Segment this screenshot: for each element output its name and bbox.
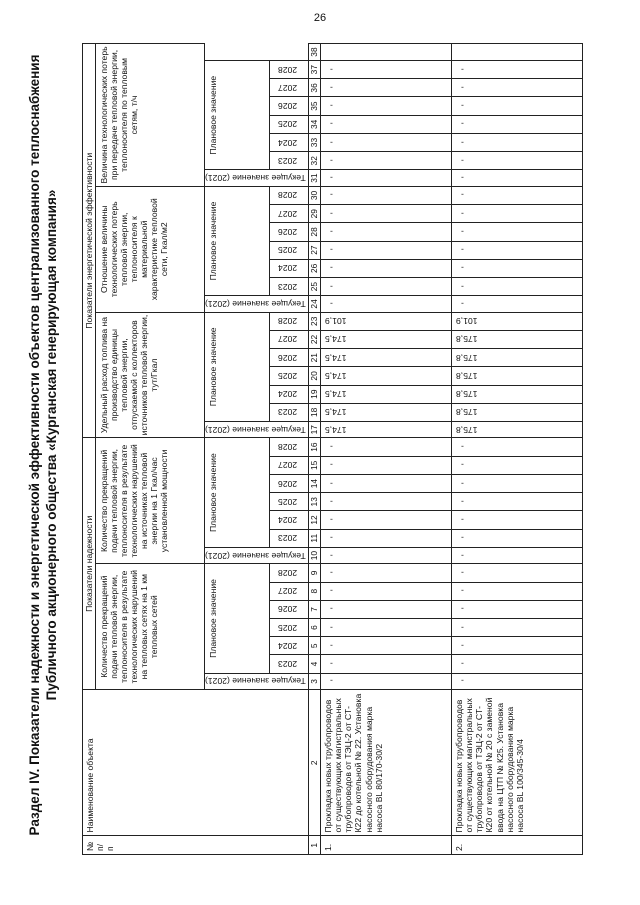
header-current-label: Текущее значение (2021) [205,298,306,309]
header-no: № п/п [83,836,309,855]
header-year [269,330,308,348]
value-text: - [329,208,333,219]
value-cell [451,655,582,673]
year-label: 2027 [278,460,298,471]
header-year [269,493,308,511]
value-cell [320,79,451,97]
header-year [269,564,308,582]
value-cell [451,205,582,223]
value-cell [320,367,451,385]
value-text: - [329,659,333,670]
header-year [269,115,308,133]
value-cell [320,97,451,115]
value-cell [320,421,451,437]
value-cell [320,277,451,295]
column-number: 23 [308,312,320,330]
column-number: 33 [308,133,320,151]
column-number: 34 [308,115,320,133]
header-year [269,259,308,277]
value-text: 174,5 [324,370,347,381]
header-year [269,655,308,673]
column-number: 3 [308,673,320,689]
header-name: Наименование объекта [83,690,309,836]
column-number: 25 [308,277,320,295]
row-number: 2. [451,836,582,855]
section-title [26,15,60,875]
value-cell [320,259,451,277]
header-year [269,277,308,295]
value-text: - [460,173,464,184]
header-year [269,385,308,403]
header-year [269,186,308,204]
value-text: - [460,137,464,148]
object-name: Прокладка новых трубопроводов от существующих магистральных трубопроводов от ТЭЦ-2 от СТ-К22 до котельной № 22. Установка насосного оборудования марка насоса BL 80/170-30/2 [320,690,451,836]
value-text: - [329,82,333,93]
value-cell [451,312,582,330]
value-cell [320,474,451,492]
header-year [269,205,308,223]
header-planned-5: Плановое значение [205,61,270,170]
value-cell [320,186,451,204]
value-cell [320,673,451,689]
header-group-1: Количество прекращений подачи тепловой энергии, теплоносителя в результате технологических нарушений на тепловых сетях на 1 км тепловых сетей [96,564,205,690]
year-label: 2024 [278,137,298,148]
value-text: - [329,676,333,687]
value-cell [320,241,451,259]
year-label: 2023 [278,659,298,670]
value-text: 174,5 [324,389,347,400]
header-current-label: Текущее значение (2021) [205,676,306,687]
column-number: 14 [308,474,320,492]
value-cell [320,403,451,421]
value-cell [451,97,582,115]
value-text: - [329,478,333,489]
column-number: 15 [308,456,320,474]
column-number: 18 [308,403,320,421]
column-number: 8 [308,582,320,600]
value-text: - [329,173,333,184]
row-number: 1. [320,836,451,855]
value-cell [451,618,582,636]
value-text: - [329,622,333,633]
year-label: 2026 [278,352,298,363]
value-cell [320,170,451,186]
value-cell [320,61,451,79]
value-text: - [460,640,464,651]
value-text: - [460,676,464,687]
value-cell [320,456,451,474]
value-text: - [460,533,464,544]
value-cell [320,296,451,312]
value-cell [451,474,582,492]
year-label: 2027 [278,208,298,219]
value-text: 101,9 [455,316,478,327]
value-text: - [329,64,333,75]
value-cell [320,133,451,151]
value-cell [451,61,582,79]
page-number: 26 [313,12,327,24]
value-cell [320,115,451,133]
value-text: 174,5 [324,352,347,363]
column-number: 16 [308,438,320,456]
value-text: - [329,155,333,166]
value-text: - [460,298,464,309]
year-label: 2023 [278,155,298,166]
header-year [269,511,308,529]
value-cell [320,547,451,563]
value-cell [451,403,582,421]
value-text: - [460,281,464,292]
value-cell [320,600,451,618]
value-text: - [460,442,464,453]
header-year [269,241,308,259]
value-cell [451,564,582,582]
year-label: 2025 [278,622,298,633]
value-cell [320,330,451,348]
value-text: - [329,298,333,309]
header-current-4 [205,296,309,312]
year-label: 2024 [278,515,298,525]
value-text: - [329,226,333,237]
value-text: - [329,137,333,148]
header-current-3 [205,421,309,437]
indicators-table [82,43,583,855]
value-text: - [329,101,333,112]
value-cell [451,79,582,97]
header-group-4: Отношение величины технологических потерь тепловой энергии, теплоносителя к материальной характеристике тепловой сети, Гкал/м2 [96,186,205,312]
column-number: 17 [308,421,320,437]
header-year [269,61,308,79]
year-label: 2026 [278,604,298,615]
value-cell [320,152,451,170]
header-group-2: Количество прекращений подачи тепловой энергии, теплоносителя в результате технологических нарушений на источниках тепловой энергии на 1 Гкал/час установленной мощности [96,438,205,564]
value-text: - [460,478,464,489]
value-cell [451,223,582,241]
value-text: - [460,64,464,75]
title-line-1: Раздел IV. Показатели надежности и энергетической эффективности объектов централизованного теплоснабжения [27,54,42,836]
header-efficiency: Показатели энергетической эффективности [83,44,96,438]
column-number: 4 [308,655,320,673]
column-number: 38 [308,44,320,61]
value-cell [451,330,582,348]
column-number: 28 [308,223,320,241]
value-text: - [329,119,333,130]
column-number: 2 [308,690,320,836]
column-number: 26 [308,259,320,277]
header-year [269,79,308,97]
value-cell [320,385,451,403]
value-cell [320,655,451,673]
value-text: 175,8 [455,370,478,381]
value-cell [320,618,451,636]
value-text: - [460,496,464,507]
year-label: 2023 [278,281,298,292]
value-cell [451,637,582,655]
value-text: 101,9 [324,316,347,327]
value-cell [320,529,451,547]
table-row [451,44,582,855]
year-label: 2025 [278,119,298,130]
header-planned-4: Плановое значение [205,186,270,295]
header-year [269,600,308,618]
column-number: 5 [308,637,320,655]
value-text: - [329,586,333,597]
year-label: 2025 [278,245,298,256]
value-cell [451,152,582,170]
header-current-1 [205,673,309,689]
value-text: - [460,208,464,219]
column-number: 12 [308,511,320,529]
value-text: - [329,245,333,256]
value-cell [451,259,582,277]
header-planned-2: Плановое значение [205,438,270,547]
header-current-2 [205,547,309,563]
column-number: 30 [308,186,320,204]
value-text: - [460,622,464,633]
header-year [269,438,308,456]
value-cell [451,186,582,204]
year-label: 2028 [278,567,298,578]
value-cell [451,673,582,689]
value-text: - [460,190,464,201]
value-cell [320,493,451,511]
value-text: - [460,550,464,561]
column-number: 24 [308,296,320,312]
value-text: - [460,659,464,670]
title-line-2: Публичного акционерного общества «Курганская генерирующая компания» [44,189,59,701]
value-text: - [329,460,333,471]
header-reliability: Показатели надежности [83,438,96,690]
value-text: - [460,567,464,578]
value-cell [451,600,582,618]
header-year [269,152,308,170]
header-year [269,312,308,330]
column-number: 1 [308,836,320,855]
value-text: 174,5 [324,407,347,418]
year-label: 2025 [278,496,298,507]
header-current-label: Текущее значение (2021) [205,550,306,561]
column-number: 20 [308,367,320,385]
value-cell [320,582,451,600]
year-label: 2028 [278,316,298,327]
value-text: - [329,263,333,274]
value-text: - [329,567,333,578]
value-text: - [460,515,464,525]
year-label: 2028 [278,190,298,201]
year-label: 2026 [278,478,298,489]
column-number: 21 [308,349,320,367]
column-number: 13 [308,493,320,511]
value-text: - [460,245,464,256]
column-number: 27 [308,241,320,259]
header-year [269,474,308,492]
value-text: - [329,533,333,544]
column-number: 35 [308,97,320,115]
header-planned-3: Плановое значение [205,312,270,421]
header-year [269,349,308,367]
rotated-sheet [20,15,620,875]
value-cell [451,170,582,186]
header-current-5 [205,170,309,186]
value-cell [320,438,451,456]
value-text: 175,8 [455,407,478,418]
value-text: - [460,101,464,112]
column-numbers-row [308,44,320,855]
value-text: - [329,640,333,651]
table-row [320,44,451,855]
value-cell [320,349,451,367]
value-text: - [460,263,464,274]
value-text: 175,8 [455,424,478,435]
year-label: 2025 [278,370,298,381]
value-text: 174,5 [324,424,347,435]
value-text: - [460,226,464,237]
value-cell [320,637,451,655]
value-cell [451,385,582,403]
value-text: 175,8 [455,334,478,345]
header-year [269,618,308,636]
value-text: - [460,82,464,93]
header-year [269,223,308,241]
value-cell [451,421,582,437]
value-cell [320,205,451,223]
value-cell [451,349,582,367]
value-text: - [329,550,333,561]
value-cell [451,367,582,385]
value-cell-extra [320,44,451,61]
year-label: 2027 [278,586,298,597]
value-cell [451,529,582,547]
year-label: 2026 [278,226,298,237]
value-cell [451,277,582,295]
column-number: 37 [308,61,320,79]
value-text: - [329,496,333,507]
header-planned-1: Плановое значение [205,564,270,673]
column-number: 29 [308,205,320,223]
header-year [269,97,308,115]
header-group-3: Удельный расход топлива на производство единицы тепловой энергии, отпускаемой с коллекторов источников тепловой энергии, тут/Гкал [96,312,205,438]
value-cell [451,296,582,312]
year-label: 2024 [278,640,298,651]
column-number: 9 [308,564,320,582]
value-cell [451,493,582,511]
column-number: 10 [308,547,320,563]
year-label: 2028 [278,442,298,453]
value-text: - [329,442,333,453]
value-cell [320,223,451,241]
value-text: - [460,586,464,597]
value-cell [320,312,451,330]
header-year [269,367,308,385]
object-name: Прокладка новых трубопроводов от существующих магистральных трубопроводов от ТЭЦ-2 от СТ-К20 от котельной № 20 с заменой ввода на ЦТП № К25. Установка насосного оборудования марка насоса BL 100/345-30/4 [451,690,582,836]
header-year [269,403,308,421]
value-cell-extra [451,44,582,61]
value-cell [451,582,582,600]
value-text: 175,8 [455,389,478,400]
value-cell [451,438,582,456]
value-text: - [460,460,464,471]
year-label: 2023 [278,407,298,418]
value-text: - [329,190,333,201]
year-label: 2024 [278,263,298,274]
year-label: 2028 [278,64,298,75]
value-text: 174,5 [324,334,347,345]
header-row-sections [83,44,96,855]
column-number: 11 [308,529,320,547]
header-year [269,456,308,474]
year-label: 2027 [278,82,298,93]
column-number: 22 [308,330,320,348]
year-label: 2026 [278,101,298,112]
value-cell [451,133,582,151]
value-text: - [329,515,333,525]
year-label: 2024 [278,389,298,400]
value-text: - [329,604,333,615]
header-group-5: Величина технологических потерь при передаче тепловой энергии, теплоносителя по тепловым сетям, т/ч [96,44,205,187]
header-year [269,529,308,547]
column-number: 31 [308,170,320,186]
value-text: - [460,119,464,130]
header-current-label: Текущее значение (2021) [205,424,306,435]
value-text: - [460,604,464,615]
column-number: 32 [308,152,320,170]
value-cell [451,547,582,563]
value-text: - [329,281,333,292]
column-number: 36 [308,79,320,97]
value-cell [320,564,451,582]
value-cell [320,511,451,529]
year-label: 2023 [278,533,298,544]
header-year [269,582,308,600]
year-label: 2027 [278,334,298,345]
header-year [269,133,308,151]
value-text: - [460,155,464,166]
value-cell [451,115,582,133]
value-cell [451,241,582,259]
column-number: 6 [308,618,320,636]
header-current-label: Текущее значение (2021) [205,173,306,184]
value-text: 175,8 [455,352,478,363]
column-number: 7 [308,600,320,618]
value-cell [451,511,582,529]
column-number: 19 [308,385,320,403]
value-cell [451,456,582,474]
header-year [269,637,308,655]
